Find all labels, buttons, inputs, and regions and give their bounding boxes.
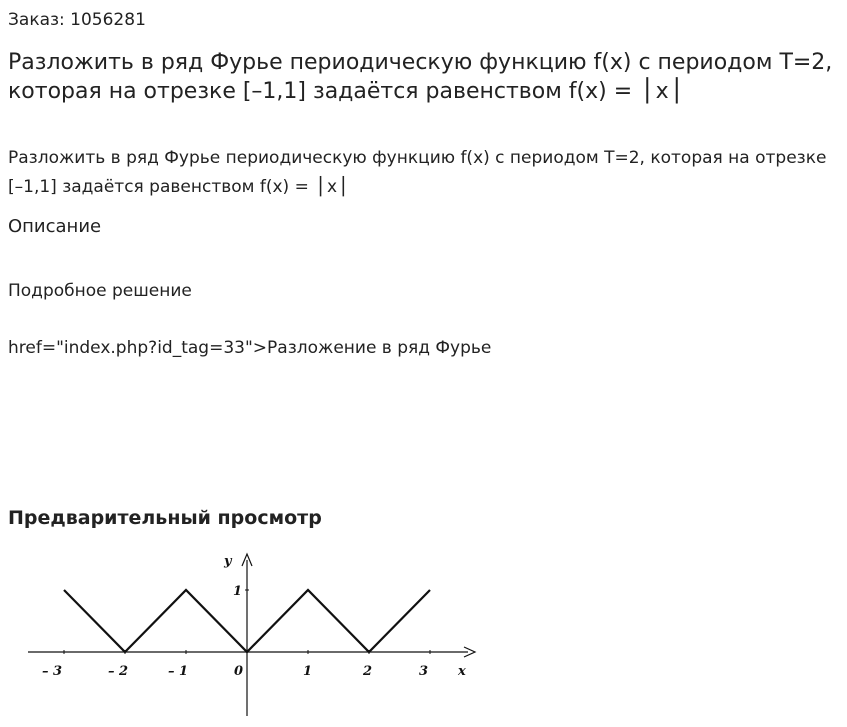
y-axis-label: y	[224, 554, 232, 569]
tag-link[interactable]: Разложение в ряд Фурье	[267, 338, 492, 358]
x-tick-label: 3	[419, 664, 429, 679]
x-tick-label: 0	[234, 664, 244, 679]
x-tick-label: 2	[363, 664, 373, 679]
function-graph	[20, 548, 490, 720]
x-axis-label: x	[458, 664, 466, 679]
task-description: Разложить в ряд Фурье периодическую функцию f(x) с периодом T=2, которая на отрезке [–1,1] задаётся равенством f(x) = ⎪x⎪	[8, 148, 827, 197]
x-tick-label: – 2	[108, 664, 129, 679]
tag-line	[8, 336, 491, 360]
x-tick-label: – 1	[168, 664, 189, 679]
page-title: Разложить в ряд Фурье периодическую функцию f(x) с периодом T=2, которая на отрезке [–1,1] задаётся равенством f(x) = ⎪x⎪	[8, 50, 833, 104]
x-tick-label: 1	[303, 664, 313, 679]
description-label: Описание	[8, 216, 102, 237]
tag-prefix: href="index.php?id_tag=33">	[8, 338, 268, 358]
x-tick-label: – 3	[42, 664, 63, 679]
solution-label: Подробное решение	[8, 281, 192, 301]
y-tick-label: 1	[233, 584, 243, 599]
order-number: Заказ: 1056281	[8, 10, 146, 30]
preview-heading: Предварительный просмотр	[8, 507, 322, 529]
